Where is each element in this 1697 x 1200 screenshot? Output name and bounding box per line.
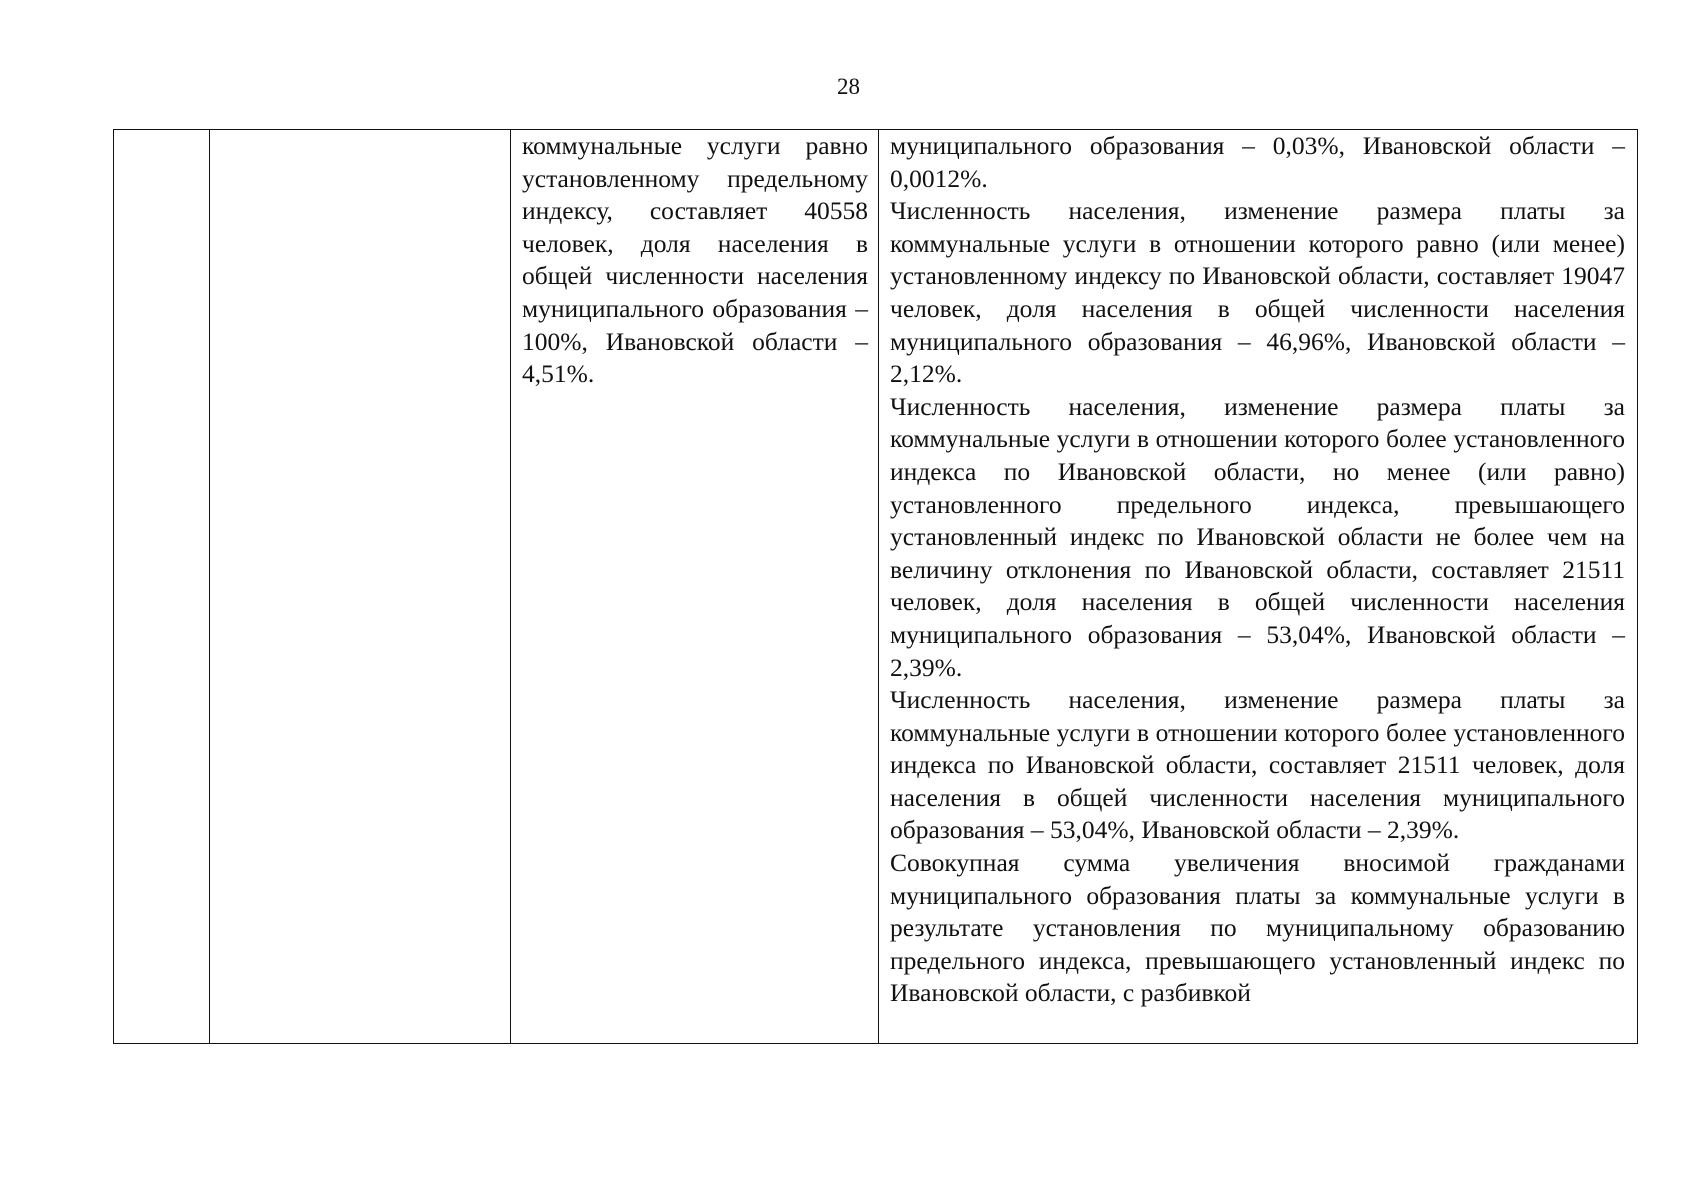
paragraph-2: Численность населения, изменение размера платы за коммунальные услуги в отношении которого равно (или менее) установленному индексу по Ивановской области, составляет 19047 человек, доля населения в общей численности населения муниципального образования – 46,96%, Ивановской области – 2,12%. — [890, 196, 1625, 389]
document-table — [113, 129, 1638, 1044]
paragraph-1: муниципального образования – 0,03%, Ивановской области – 0,0012%. — [890, 131, 1625, 193]
paragraph-4: Численность населения, изменение размера платы за коммунальные услуги в отношении которого более установленного индекса по Ивановской области, составляет 21511 человек, доля населения в общей численности населения муниципального образования – 53,04%, Ивановской области – 2,39%. — [890, 685, 1625, 845]
cell-text-col3 — [511, 130, 878, 391]
table-cell-col2 — [210, 130, 511, 1044]
table-row — [114, 130, 1638, 1044]
table-cell-col4 — [879, 130, 1638, 1044]
table-cell-col1 — [114, 130, 210, 1044]
paragraph-5: Совокупная сумма увеличения вносимой гражданами муниципального образования платы за коммунальные услуги в результате установления по муниципальному образованию предельного индекса, превышающего установленный индекс по Ивановской области, с разбивкой — [890, 848, 1625, 1008]
cell-text-col4 — [879, 130, 1637, 1010]
table-cell-col3 — [511, 130, 879, 1044]
paragraph: коммунальные услуги равно установленному предельному индексу, составляет 40558 человек, доля населения в общей численности населения муниципального образования – 100%, Ивановской области – 4,51%. — [522, 131, 868, 389]
page-number: 28 — [837, 74, 860, 99]
paragraph-3: Численность населения, изменение размера платы за коммунальные услуги в отношении которого более установленного индекса по Ивановской области, но менее (или равно) установленного предельного индекса, превышающего установленный индекс по Ивановской области не более чем на величину отклонения по Ивановской области, составляет 21511 человек, доля населения в общей численности населения муниципального образования – 53,04%, Ивановской области – 2,39%. — [890, 391, 1625, 682]
